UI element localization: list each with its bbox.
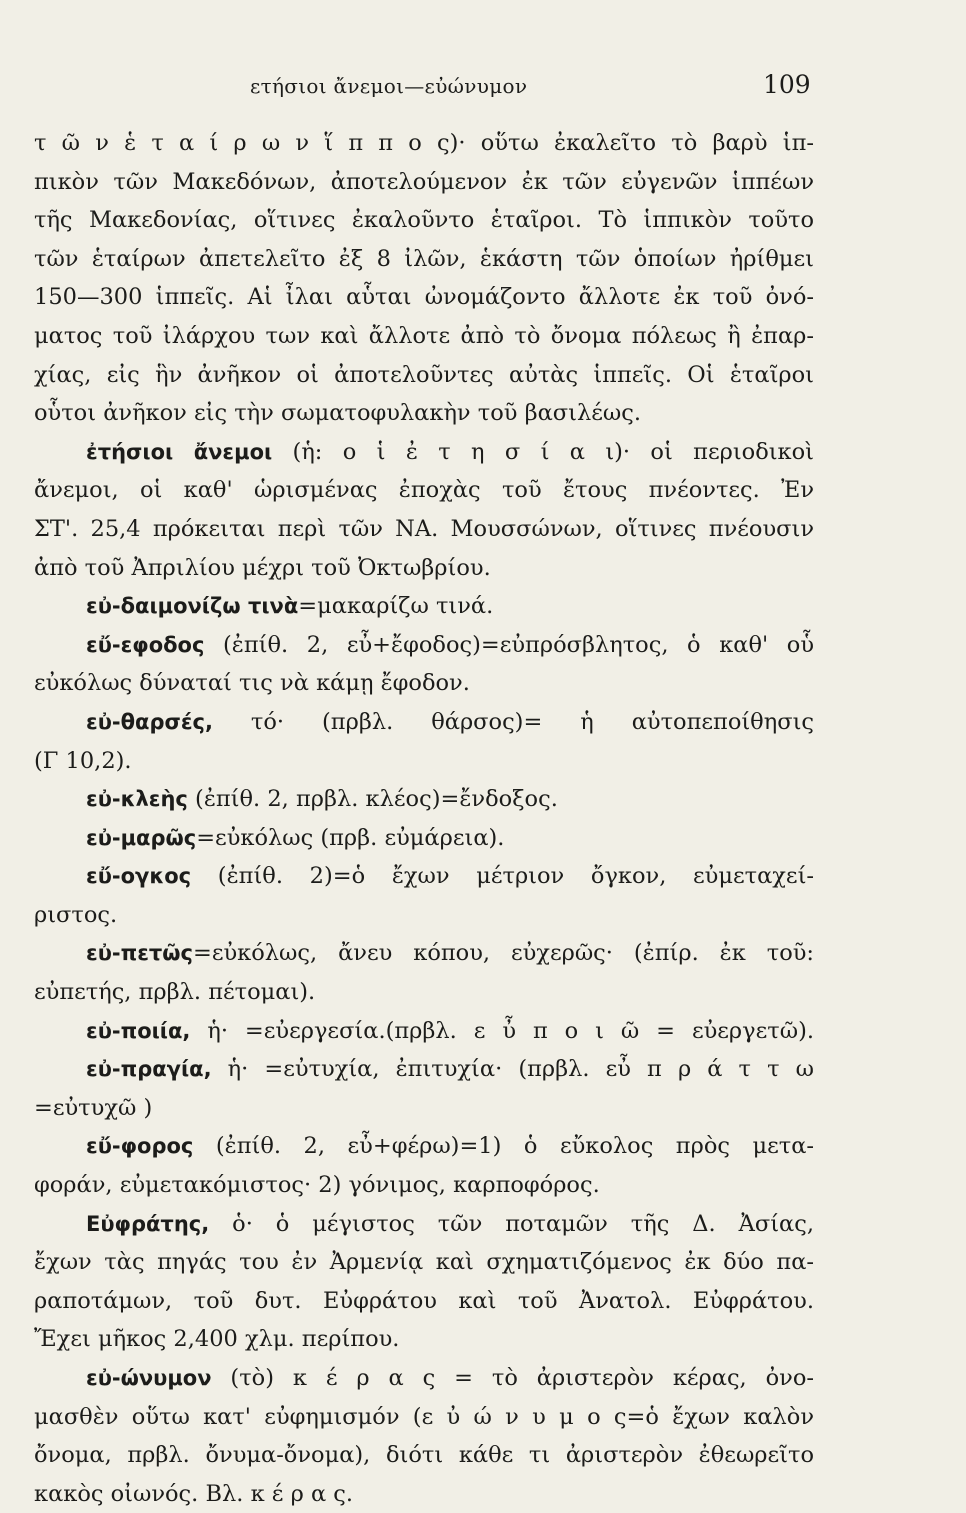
entry-term: εὐ-πραγία, [86, 1057, 212, 1082]
entry-line: εὐ-ποιία, ἡ· =εὐεργεσία.(πρβλ. ε ὖ π ο ι ῶ = εὐεργετῶ). [86, 1017, 814, 1044]
entry-term: Εὐφράτης, [86, 1211, 210, 1236]
entry-line: εὐπετής, πρβλ. πέτομαι). [34, 979, 316, 1006]
entry-term: εὐ-ώνυμον [86, 1366, 212, 1390]
entry-line: ἐτήσιοι ἄνεμοι (ἡ: ο ἱ ἐ τ η σ ί α ι)· οἱ περιοδικοὶ [86, 438, 814, 465]
text-block [34, 124, 814, 1513]
text-line: 150—300 ἱππεῖς. Αἱ ἶλαι αὗται ὠνομάζοντο ἄλλοτε ἐκ τοῦ ὀνό- [34, 284, 814, 311]
entry-term: εὐ-ποιία, [86, 1018, 191, 1043]
page-header [0, 70, 966, 102]
entry-line: ὄνομα, πρβλ. ὄνυμα-ὄνομα), διότι κάθε τι ἀριστερὸν ἐθεωρεῖτο [34, 1442, 814, 1469]
text-line: πικὸν τῶν Μακεδόνων, ἀποτελούμενον ἐκ τῶν εὐγενῶν ἱππέων [34, 168, 814, 195]
entry-term: εὐ-μαρῶς [86, 825, 197, 850]
entry-line: εὐ-δαιμονίζω τινὰ=μακαρίζω τινά. [86, 593, 494, 620]
entry-term: εὐ-πετῶς [86, 941, 193, 966]
entry-line: ΣΤ'. 25,4 πρόκειται περὶ τῶν ΝΑ. Μουσσώνων, οἵτινες πνέουσιν [34, 515, 814, 542]
text-line: τῆς Μακεδονίας, οἵτινες ἐκαλοῦντο ἑταῖροι. Τὸ ἱππικὸν τοῦτο [34, 207, 814, 234]
entry-line: εὐ-κλεὴς (ἐπίθ. 2, πρβλ. κλέος)=ἔνδοξος. [86, 786, 558, 813]
entry-line: εὐ-πραγία, ἡ· =εὐτυχία, ἐπιτυχία· (πρβλ. εὖ π ρ ά τ τ ω [86, 1056, 814, 1083]
entry-line: Εὐφράτης, ὁ· ὁ μέγιστος τῶν ποταμῶν τῆς Δ. Ἀσίας, [86, 1210, 814, 1237]
entry-line: εὔ-ογκος (ἐπίθ. 2)=ὁ ἔχων μέτριον ὄγκον, εὐμεταχεί- [86, 863, 814, 890]
entry-line: ριστος. [34, 901, 118, 928]
entry-line: εὐ-ώνυμον (τὸ) κ έ ρ α ς = τὸ ἀριστερὸν κέρας, ὀνο- [86, 1365, 814, 1391]
entry-line: εὔ-εφοδος (ἐπίθ. 2, εὖ+ἔφοδος)=εὐπρόσβλητος, ὁ καθ' οὗ [86, 631, 814, 658]
entry-line: (Γ 10,2). [34, 747, 132, 774]
entry-line: κακὸς οἰωνός. Βλ. κ έ ρ α ς. [34, 1480, 354, 1507]
page-number: 109 [763, 70, 811, 99]
text-line: οὗτοι ἀνῆκον εἰς τὴν σωματοφυλακὴν τοῦ βασιλέως. [34, 400, 641, 427]
entry-term: εὔ-φορος [86, 1134, 194, 1159]
entry-line: εὐ-θαρσές, τό· (πρβλ. θάρσος)= ἡ αὐτοπεποίθησις [86, 708, 814, 735]
entry-term: εὐ-κλεὴς [86, 787, 188, 812]
entry-term: εὐ-θαρσές, [86, 709, 213, 734]
running-head: ετήσιοι ἄνεμοι—εὐώνυμον [250, 74, 528, 98]
entry-line: ἀπὸ τοῦ Ἀπριλίου μέχρι τοῦ Ὀκτωβρίου. [34, 554, 491, 581]
entry-line: εὐ-μαρῶς=εὐκόλως (πρβ. εὐμάρεια). [86, 824, 505, 851]
entry-line: ἔχων τὰς πηγάς του ἐν Ἀρμενίᾳ καὶ σχηματιζόμενος ἐκ δύο πα- [34, 1249, 814, 1276]
entry-line: μασθὲν οὕτω κατ' εὐφημισμόν (ε ὐ ώ ν υ μ ο ς=ὁ ἔχων καλὸν [34, 1403, 814, 1430]
entry-line: εὐκόλως δύναταί τις νὰ κάμῃ ἔφοδον. [34, 670, 470, 697]
entry-term: εὐ-δαιμονίζω τινὰ [86, 594, 299, 619]
entry-line: ἄνεμοι, οἱ καθ' ὡρισμένας ἐποχὰς τοῦ ἔτους πνέοντες. Ἐν [34, 477, 814, 504]
entry-term: εὔ-ογκος [86, 864, 192, 889]
text-line: τ ῶ ν ἑ τ α ί ρ ω ν ἵ π π ο ς)· οὕτω ἐκαλεῖτο τὸ βαρὺ ἱπ- [34, 130, 814, 156]
entry-line: εὐ-πετῶς=εὐκόλως, ἄνευ κόπου, εὐχερῶς· (ἐπίρ. ἐκ τοῦ: [86, 940, 814, 967]
text-line: τῶν ἑταίρων ἀπετελεῖτο ἐξ 8 ἰλῶν, ἑκάστη τῶν ὁποίων ἠρίθμει [34, 245, 814, 272]
entry-line: εὔ-φορος (ἐπίθ. 2, εὖ+φέρω)=1) ὁ εὔκολος πρὸς μετα- [86, 1133, 814, 1160]
entry-term: ἐτήσιοι ἄνεμοι [86, 439, 273, 464]
entry-line: ραποτάμων, τοῦ δυτ. Εὐφράτου καὶ τοῦ Ἀνατολ. Εὐφράτου. [34, 1287, 814, 1314]
entry-line: φοράν, εὐμετακόμιστος· 2) γόνιμος, καρποφόρος. [34, 1172, 600, 1199]
entry-line: =εὐτυχῶ ) [34, 1094, 153, 1121]
entry-term: εὔ-εφοδος [86, 632, 205, 657]
text-line: ματος τοῦ ἰλάρχου των καὶ ἄλλοτε ἀπὸ τὸ ὄνομα πόλεως ἢ ἐπαρ- [34, 322, 814, 349]
text-line: χίας, εἰς ἣν ἀνῆκον οἱ ἀποτελοῦντες αὐτὰς ἱππεῖς. Οἱ ἑταῖροι [34, 361, 814, 388]
entry-line: Ἔχει μῆκος 2,400 χλμ. περίπου. [34, 1326, 400, 1353]
